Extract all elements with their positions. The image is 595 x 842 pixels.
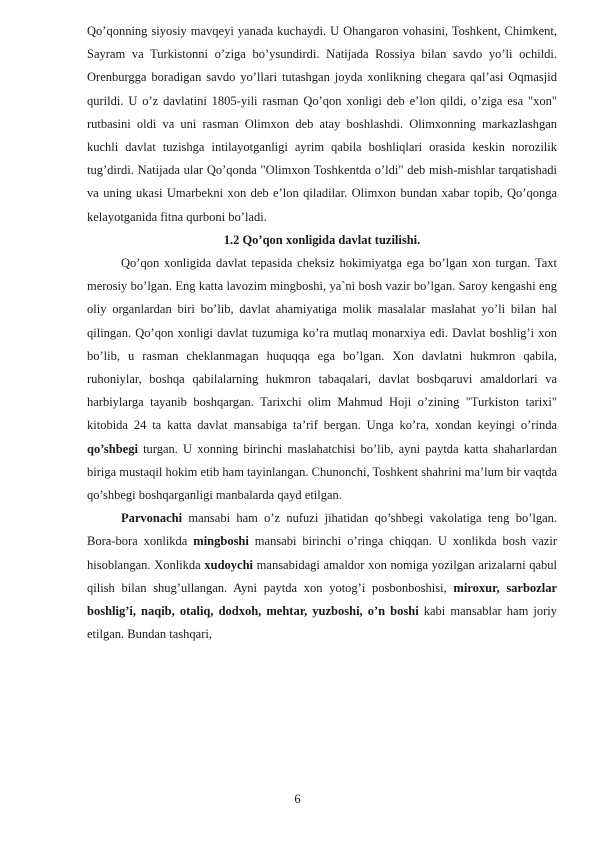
page-number: 6 [294, 792, 301, 806]
paragraph-1: Qo’qonning siyosiy mavqeyi yanada kuchaydi. U Ohangaron vohasini, Toshkent, Chimkent, Sayram va Turkistonni o’ziga bo’ysundirdi. Natijada Rossiya bilan savdo yo’li ochildi. Orenburgga boradigan savdo yo’llari tutashgan joyda xonlikning chegara qal’asi Oqmasjid qurildi. U o’z davlatini 1805-yili rasman Qo’qon xonligi deb e’lon qildi, o’ziga esa "xon" rutbasini oldi va uni rasman Olimxon deb atay boshlashdi. Olimxonning markazlashgan kuchli davlat tuzishga intilayotganligi ayrim qabila boshliqlari orasida keskin norozilik tug’dirdi. Natijada ular Qo’qonda "Olimxon Toshkentda o’ldi" deb mish-mishlar tarqatishadi va uning ukasi Umarbekni xon deb e’lon qiladilar. Olimxon bundan xabar topib, Qo’qonga kelayotganida fitna qurboni bo’ladi. [87, 24, 557, 224]
document-page [87, 20, 557, 646]
term-list-officials: miroxur, sarbozlar boshlig’i, naqib, otaliq, dodxoh, mehtar, yuzboshi, o’n boshi [87, 580, 558, 619]
paragraph-2-text-1: Qo’qon xonligida davlat tepasida cheksiz hokimiyatga ega bo’lgan xon turgan. Taxt merosiy bo’lgan. Eng katta lavozim mingboshi, ya`ni bosh vazir bo’lgan. Saroy kengashi eng oliy organlardan biri bo’lib, davlat ahamiyatiga molik masalalar maslahat yo’li bilan hal qilingan. Qo’qon xonligi davlat tuzumiga ko’ra mutlaq monarxiya edi. Davlat boshlig’i xon bo’lib, u rasman cheklanmagan huquqqa ega bo’lgan. Xon davlatni hukmron qabila, ruhoniylar, boshqa qabilalarning hukmron tabaqalari, davlat bosbqaruvi amaldorlari va harbiylarga tayanib boshqargan. Tarixchi olim Mahmud Hoji o’zining "Turkiston tarixi" kitobida 24 ta katta davlat mansabiga ta’rif bergan. Unga ko’ra, xondan keyingi o’rinda [87, 256, 557, 433]
section-heading: 1.2 Qo’qon xonligida davlat tuzilishi. [223, 232, 421, 247]
term-parvonachi: Parvonachi [121, 511, 183, 526]
paragraph-3-text-4: kabi mansablar ham joriy etilgan. Bundan tashqari, [87, 604, 557, 642]
paragraph-3-text-1: mansabi ham o’z nufuzi jihatidan qo’shbegi vakolatiga teng bo’lgan. Bora-bora xonlikda [87, 511, 557, 549]
term-mingboshi: mingboshi [193, 534, 249, 549]
term-qoshbegi: qo’shbegi [87, 441, 138, 456]
paragraph-3-text-2: mansabi birinchi o’ringa chiqqan. U xonlikda bosh vazir hisoblangan. Xonlikda [87, 534, 557, 572]
paragraph-2-text-2: turgan. U xonning birinchi maslahatchisi bo’lib, ayni paytda katta shaharlardan biriga mustaqil hokim etib ham tayinlangan. Chunonchi, Toshkent shahrini ma’lum bir vaqtda qo’shbegi boshqarganligi manbalarda qayd etilgan. [87, 441, 557, 503]
paragraph-2 [87, 252, 557, 507]
term-xudoychi: xudoychi [204, 557, 254, 572]
paragraph-3-text-3: mansabidagi amaldor xon nomiga yozilgan arizalarni qabul qilish bilan shug’ullangan. Ayni paytda xon yotog’i posbonboshisi, [87, 557, 557, 595]
paragraph-3 [87, 507, 557, 646]
